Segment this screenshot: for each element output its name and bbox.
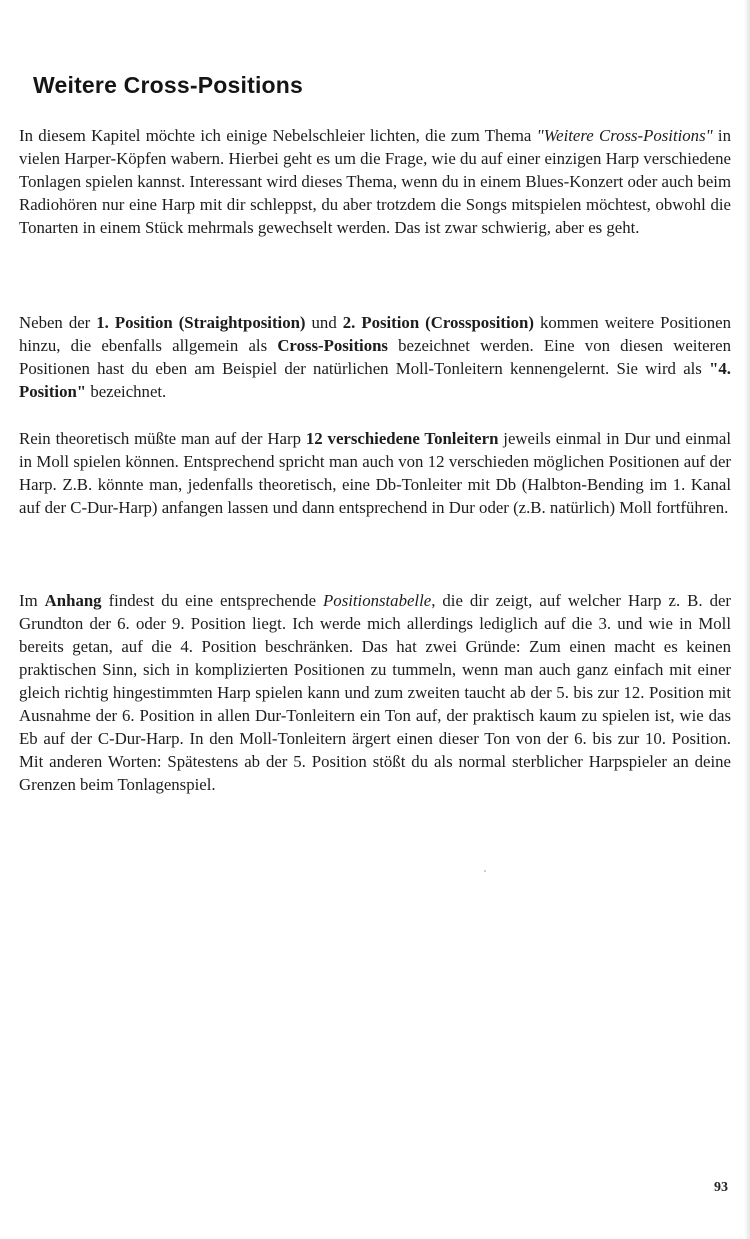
paragraph-twelve-scales: [19, 427, 731, 519]
p2-bold-position-2: 2. Position (Crossposition): [342, 313, 534, 332]
p3-text-2: jeweils einmal in Dur und einmal in Moll spielen können. Entsprechend spricht man auch von 12 verschieden möglichen Positionen auf der Harp. Z.B. könnte man, jedenfalls theoretisch, eine Db-Tonleiter mit Db (Halbton-Bending im 1. Kanal auf der C-Dur-Harp) anfangen lassen und dann entsprechend in Dur oder (z.B. natürlich) Moll fortführen.: [19, 429, 732, 517]
p2-text-4: bezeichnet werden. Eine von diesen weiteren Positionen hast du eben am Beispiel der natürlichen Moll-Tonleitern kennengelernt. Sie wird als: [19, 336, 731, 378]
p2-text-1: Neben der: [19, 313, 97, 332]
p3-bold-twelve-scales: 12 verschiedene Tonleitern: [305, 429, 499, 448]
page-gutter-shadow: [744, 0, 750, 1239]
p4-text-2: findest du eine entsprechende: [101, 591, 324, 610]
p1-text-1: In diesem Kapitel möchte ich einige Nebelschleier lichten, die zum Thema: [19, 126, 537, 145]
paragraph-positions: [19, 311, 731, 403]
p2-bold-cross-positions: Cross-Positions: [277, 336, 388, 355]
p2-bold-position-4: "4. Position": [19, 359, 731, 401]
p4-italic-positionstabelle: Positionstabelle: [323, 591, 432, 610]
p4-text-3: , die dir zeigt, auf welcher Harp z. B. der Grundton der 6. oder 9. Position liegt. Ich werde mich allerdings lediglich auf die 3. und wie in Moll bereits getan, auf die 4. Position beschränken. Das hat zwei Gründe: Zum einen macht es keinen praktischen Sinn, sich in komplizierten Positionen zu tummeln, wenn man auch ganz einfach mit einer gleich richtig hingestimmten Harp spielen kann und zum zweiten taucht ab der 5. bis zur 12. Position mit Ausnahme der 6. Position in allen Dur-Tonleitern ein Ton auf, der praktisch kaum zu spielen ist, wie das Eb auf der C-Dur-Harp. In den Moll-Tonleitern ärgert einen dieser Ton von der 6. bis zur 10. Position. Mit anderen Worten: Spätestens ab der 5. Position stößt du als normal sterblicher Harpspieler an deine Grenzen beim Tonlagenspiel.: [19, 591, 732, 794]
p2-text-5: bezeichnet.: [86, 382, 167, 401]
paragraph-intro: [19, 124, 731, 239]
paragraph-appendix: [19, 589, 731, 796]
p2-text-2: und: [305, 313, 343, 332]
chapter-heading: Weitere Cross-Positions: [33, 72, 304, 98]
p1-text-2: in vielen Harper-Köpfen wabern. Hierbei geht es um die Frage, wie du auf einer einzigen Harp verschiedene Tonlagen spielen kannst. Interessant wird dieses Thema, wenn du in einem Blues-Konzert oder auch beim Radiohören nur eine Harp mit dir schleppst, du aber trotzdem die Songs mitspielen möchtest, obwohl die Tonarten in einem Stück mehrmals gewechselt werden. Das ist zwar schwierig, aber es geht.: [19, 126, 731, 237]
p4-text-1: Im: [19, 591, 45, 610]
p3-text-1: Rein theoretisch müßte man auf der Harp: [19, 429, 306, 448]
p4-bold-anhang: Anhang: [44, 591, 102, 610]
p2-bold-position-1: 1. Position (Straightposition): [96, 313, 306, 332]
p1-italic-title: "Weitere Cross-Positions": [536, 126, 713, 145]
p2-text-3: kommen weitere Positionen hinzu, die ebenfalls allgemein als: [19, 313, 731, 355]
speck-mark: [484, 870, 486, 872]
page-number: 93: [714, 1180, 728, 1195]
